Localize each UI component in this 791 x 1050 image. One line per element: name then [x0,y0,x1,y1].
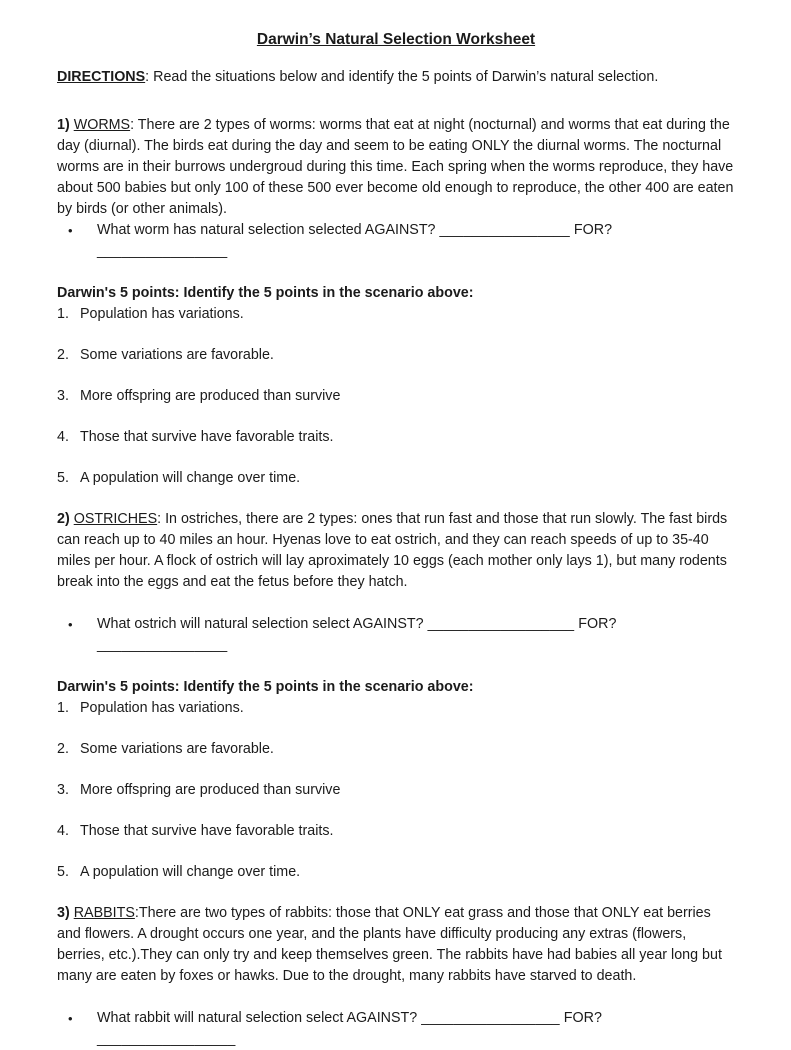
bullet-icon: • [68,617,73,632]
point-number: 1. [57,306,69,322]
point-item [57,427,735,448]
point-text: Those that survive have favorable traits. [80,823,334,839]
question-line [97,1008,735,1050]
scenario-paragraph [57,509,735,593]
point-text: More offspring are produced than survive [80,782,341,798]
question-text: What worm has natural selection selected AGAINST? [97,222,436,238]
scenario-section [57,903,735,1050]
question-text: What ostrich will natural selection select AGAINST? [97,616,424,632]
point-number: 2. [57,347,69,363]
scenario-number: 3) [57,905,70,921]
for-label: FOR? [573,222,613,238]
scenario-animal: OSTRICHES [73,511,158,527]
point-number: 4. [57,823,69,839]
points-heading: Darwin's 5 points: Identify the 5 points in the scenario above: [57,285,474,301]
question-line [97,220,735,262]
point-text: Some variations are favorable. [80,741,274,757]
scenario-animal: RABBITS [73,905,135,921]
directions-paragraph [57,67,735,88]
point-text: Population has variations. [80,306,244,322]
point-number: 5. [57,864,69,880]
points-list [57,304,735,489]
darwins-points-block [57,677,735,883]
scenario-paragraph [57,903,735,987]
question-text: What rabbit will natural selection select AGAINST? [97,1010,418,1026]
scenario-text: : In ostriches, there are 2 types: ones that run fast and those that run slowly. The fast birds can reach up to 40 miles an hour. Hyenas love to eat ostrich, and they can reach speeds of up to 35-40 miles per hour. A flock of ostrich will lay aproximately 10 eggs (each mother only lays 1), but many rodents break into the eggs and eat the fetus before they hatch. [57,511,728,590]
scenario-number: 2) [57,511,70,527]
against-answer-blank: __________________ [427,616,575,632]
point-number: 1. [57,700,69,716]
darwins-points-block [57,283,735,489]
scenario-section [57,509,735,656]
question-bullet-row [57,220,735,262]
point-number: 2. [57,741,69,757]
point-item [57,780,735,801]
scenario-paragraph [57,115,735,220]
bullet-icon: • [68,1011,73,1026]
point-item [57,739,735,760]
point-text: More offspring are produced than survive [80,388,341,404]
against-answer-blank: _________________ [421,1010,560,1026]
for-answer-blank: _________________ [97,1031,236,1047]
page-title: Darwin’s Natural Selection Worksheet [256,31,536,48]
point-item [57,862,735,883]
point-text: Those that survive have favorable traits. [80,429,334,445]
point-number: 5. [57,470,69,486]
for-label: FOR? [578,616,617,632]
worksheet-content [57,115,735,1050]
point-number: 3. [57,388,69,404]
for-answer-blank: ________________ [97,637,228,653]
point-text: Population has variations. [80,700,244,716]
bullet-icon: • [68,223,73,238]
question-bullet-row [57,614,735,656]
question-bullet-row [57,1008,735,1050]
point-item [57,821,735,842]
point-text: Some variations are favorable. [80,347,274,363]
point-number: 3. [57,782,69,798]
point-item [57,468,735,489]
scenario-animal: WORMS [73,117,131,133]
point-text: A population will change over time. [80,470,301,486]
scenario-text: :There are two types of rabbits: those that ONLY eat grass and those that ONLY eat berries and flowers. A drought occurs one year, and the plants have difficulty producing any extras (flowers, berries, etc.).They can only try and keep themselves green. The rabbits have had babies all year long but many are eaten by foxes or hawks. Due to the drought, many rabbits have starved to death. [57,905,722,984]
point-number: 4. [57,429,69,445]
points-list [57,698,735,883]
scenario-text: : There are 2 types of worms: worms that eat at night (nocturnal) and worms that eat during the day (diurnal). The birds eat during the day and seem to be eating ONLY the diurnal worms. The nocturnal worms are in their burrows undergroud during this time. Each spring when the worms reproduce, they have about 500 babies but only 100 of these 500 ever become old enough to reproduce, the other 400 are eaten by birds (or other animals). [57,117,734,217]
point-item [57,345,735,366]
point-text: A population will change over time. [80,864,301,880]
points-heading: Darwin's 5 points: Identify the 5 points in the scenario above: [57,679,474,695]
directions-text: : Read the situations below and identify the 5 points of Darwin’s natural selection. [145,69,659,85]
scenario-section [57,115,735,262]
point-item [57,386,735,407]
question-line [97,614,735,656]
against-answer-blank: ________________ [439,222,570,238]
for-answer-blank: ________________ [97,243,228,259]
point-item [57,304,735,325]
scenario-number: 1) [57,117,70,133]
point-item [57,698,735,719]
for-label: FOR? [563,1010,602,1026]
directions-label: DIRECTIONS [57,69,146,85]
